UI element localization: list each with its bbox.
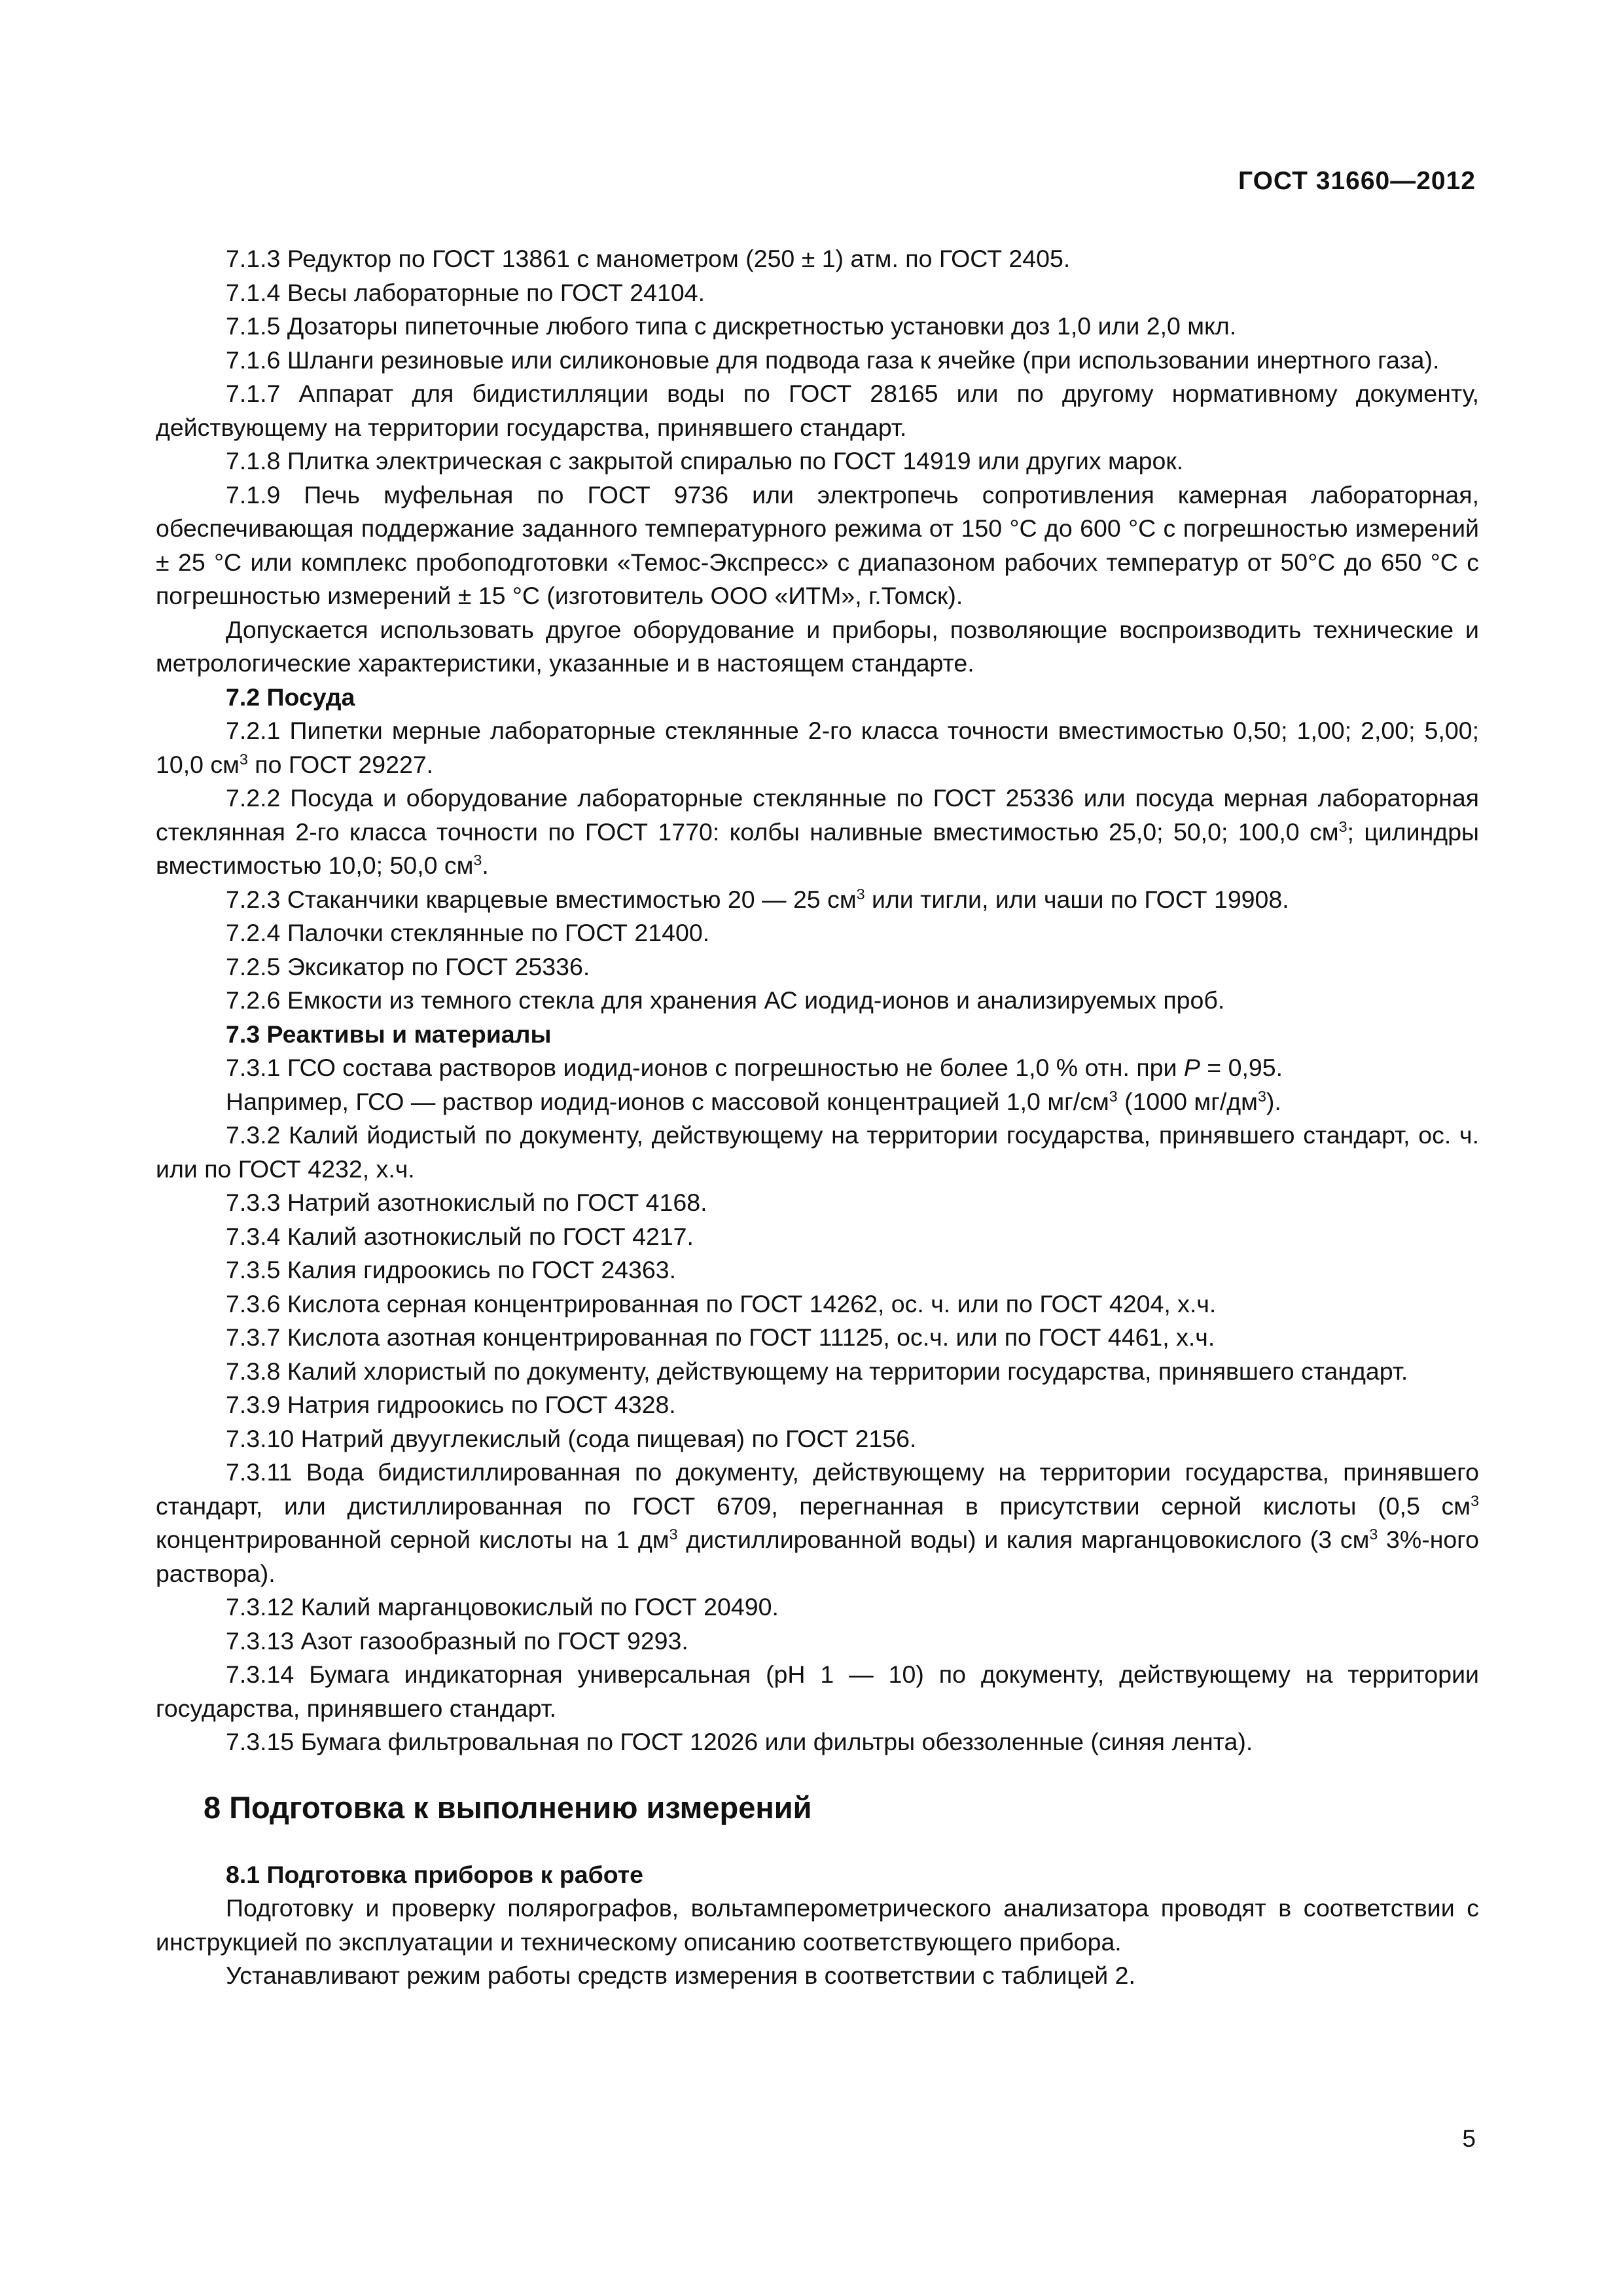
paragraph-7-2-3: 7.2.3 Стаканчики кварцевые вместимостью 20 — 25 $см^3$ или тигли, или чаши по ГОСТ 19908. <box>226 885 1289 913</box>
paragraph-7-3-9: 7.3.9 Натрия гидроокись по ГОСТ 4328. <box>226 1391 676 1418</box>
paragraph-7-3-1: 7.3.1 ГСО состава растворов иодид-ионов с погрешностью не более 1,0 % отн. при Р = 0,95. <box>226 1054 1283 1081</box>
paragraph-8-1-mode: Устанавливают режим работы средств измерения в соответствии с таблицей 2. <box>226 1962 1135 1989</box>
paragraph-7-3-4: 7.3.4 Калий азотнокислый по ГОСТ 4217. <box>226 1222 694 1250</box>
paragraph-7-3-6: 7.3.6 Кислота серная концентрированная по ГОСТ 14262, ос. ч. или по ГОСТ 4204, х.ч. <box>226 1289 1217 1318</box>
section-heading-8: 8 Подготовка к выполнению измерений <box>204 1789 812 1825</box>
paragraph-7-2-4: 7.2.4 Палочки стеклянные по ГОСТ 21400. <box>226 919 710 946</box>
page-number: 5 <box>1462 2125 1476 2152</box>
paragraph-7-1-allowance: Допускается использовать другое оборудование и приборы, позволяющие воспроизводить технические и метрологические характеристики, указанные и в настоящем стандарте. <box>156 615 1479 677</box>
paragraph-7-1-7: 7.1.7 Аппарат для бидистилляции воды по ГОСТ 28165 или по другому нормативному документу, действующему на территории государства, принявшего стандарт. <box>156 380 1479 441</box>
paragraph-7-1-5: 7.1.5 Дозаторы пипеточные любого типа с дискретностью установки доз 1,0 или 2,0 мкл. <box>226 312 1237 340</box>
paragraph-7-3-12: 7.3.12 Калий марганцовокислый по ГОСТ 20490. <box>226 1593 779 1621</box>
paragraph-7-1-6: 7.1.6 Шланги резиновые или силиконовые для подвода газа к ячейке (при использовании инертного газа). <box>226 346 1440 374</box>
paragraph-7-3-8: 7.3.8 Калий хлористый по документу, действующему на территории государства, принявшего стандарт. <box>226 1357 1408 1385</box>
paragraph-7-1-8: 7.1.8 Плитка электрическая с закрытой спиралью по ГОСТ 14919 или других марок. <box>226 447 1184 475</box>
paragraph-7-3-13: 7.3.13 Азот газообразный по ГОСТ 9293. <box>226 1626 688 1655</box>
subsection-heading-7-2: 7.2 Посуда <box>226 683 355 711</box>
paragraph-7-3-11: 7.3.11 Вода бидистиллированная по документу, действующему на территории государства, принявшего стандарт, или дистиллированная по ГОСТ 6709, перегнанная в присутствии серной кислоты (0,5 $см^3$ концентрированной серной кислоты на 1 $дм^3$ дистиллированной воды) и калия марганцовокислого (3 $см^3$ 3%-ного раствора). <box>156 1458 1479 1587</box>
paragraph-7-3-10: 7.3.10 Натрий двууглекислый (сода пищевая) по ГОСТ 2156. <box>226 1424 917 1452</box>
paragraph-7-3-2: 7.3.2 Калий йодистый по документу, действующему на территории государства, принявшего стандарт, ос. ч. или по ГОСТ 4232, х.ч. <box>156 1121 1479 1183</box>
paragraph-7-1-9: 7.1.9 Печь муфельная по ГОСТ 9736 или электропечь сопротивления камерная лабораторная, обеспечивающая поддержание заданного температурного режима от 150 °С до 600 °С с погрешностью измерений ± 25 °С или комплекс пробоподготовки «Темос-Экспресс» с диапазоном рабочих температур от 50°С до 650 °С с погрешностью измерений ± 15 °С (изготовитель ООО «ИТМ», г.Томск). <box>156 480 1479 609</box>
paragraph-8-1-preparation: Подготовку и проверку полярографов, вольтамперометрического анализатора проводят в соответствии с инструкцией по эксплуатации и техническому описанию соответствующего прибора. <box>156 1894 1479 1956</box>
document-body <box>156 242 1479 1993</box>
paragraph-7-2-6: 7.2.6 Емкости из темного стекла для хранения АС иодид-ионов и анализируемых проб. <box>226 986 1225 1014</box>
subsection-heading-7-3: 7.3 Реактивы и материалы <box>226 1020 552 1048</box>
paragraph-7-2-2: 7.2.2 Посуда и оборудование лабораторные стеклянные по ГОСТ 25336 или посуда мерная лабораторная стеклянная 2-го класса точности по ГОСТ 1770: колбы наливные вместимостью 25,0; 50,0; 100,0 $см^3$; цилиндры вместимостью 10,0; 50,0 $см^3$. <box>156 784 1479 879</box>
paragraph-7-3-7: 7.3.7 Кислота азотная концентрированная по ГОСТ 11125, ос.ч. или по ГОСТ 4461, х.ч. <box>226 1323 1215 1351</box>
paragraph-7-3-1-example: Например, ГСО — раствор иодид-ионов с массовой концентрацией 1,0 $мг/см^3$ (1000 $мг/дм^3$). <box>226 1087 1281 1115</box>
paragraph-7-3-14: 7.3.14 Бумага индикаторная универсальная (рН 1 — 10) по документу, действующему на территории государства, принявшего стандарт. <box>156 1660 1479 1722</box>
paragraph-7-3-5: 7.3.5 Калия гидроокись по ГОСТ 24363. <box>226 1256 677 1283</box>
subsection-heading-8-1: 8.1 Подготовка приборов к работе <box>226 1860 643 1888</box>
paragraph-7-2-1: 7.2.1 Пипетки мерные лабораторные стеклянные 2-го класса точности вместимостью 0,50; 1,00; 2,00; 5,00; 10,0 $см^3$ по ГОСТ 29227. <box>156 717 1479 778</box>
paragraph-7-3-3: 7.3.3 Натрий азотнокислый по ГОСТ 4168. <box>226 1189 707 1216</box>
paragraph-7-1-3: 7.1.3 Редуктор по ГОСТ 13861 с манометром (250 ± 1) атм. по ГОСТ 2405. <box>226 245 1071 272</box>
paragraph-7-1-4: 7.1.4 Весы лабораторные по ГОСТ 24104. <box>226 278 705 306</box>
paragraph-7-3-15: 7.3.15 Бумага фильтровальная по ГОСТ 12026 или фильтры обеззоленные (синяя лента). <box>226 1728 1253 1755</box>
document-code: ГОСТ 31660—2012 <box>1238 167 1476 195</box>
paragraph-7-2-5: 7.2.5 Эксикатор по ГОСТ 25336. <box>226 952 590 980</box>
